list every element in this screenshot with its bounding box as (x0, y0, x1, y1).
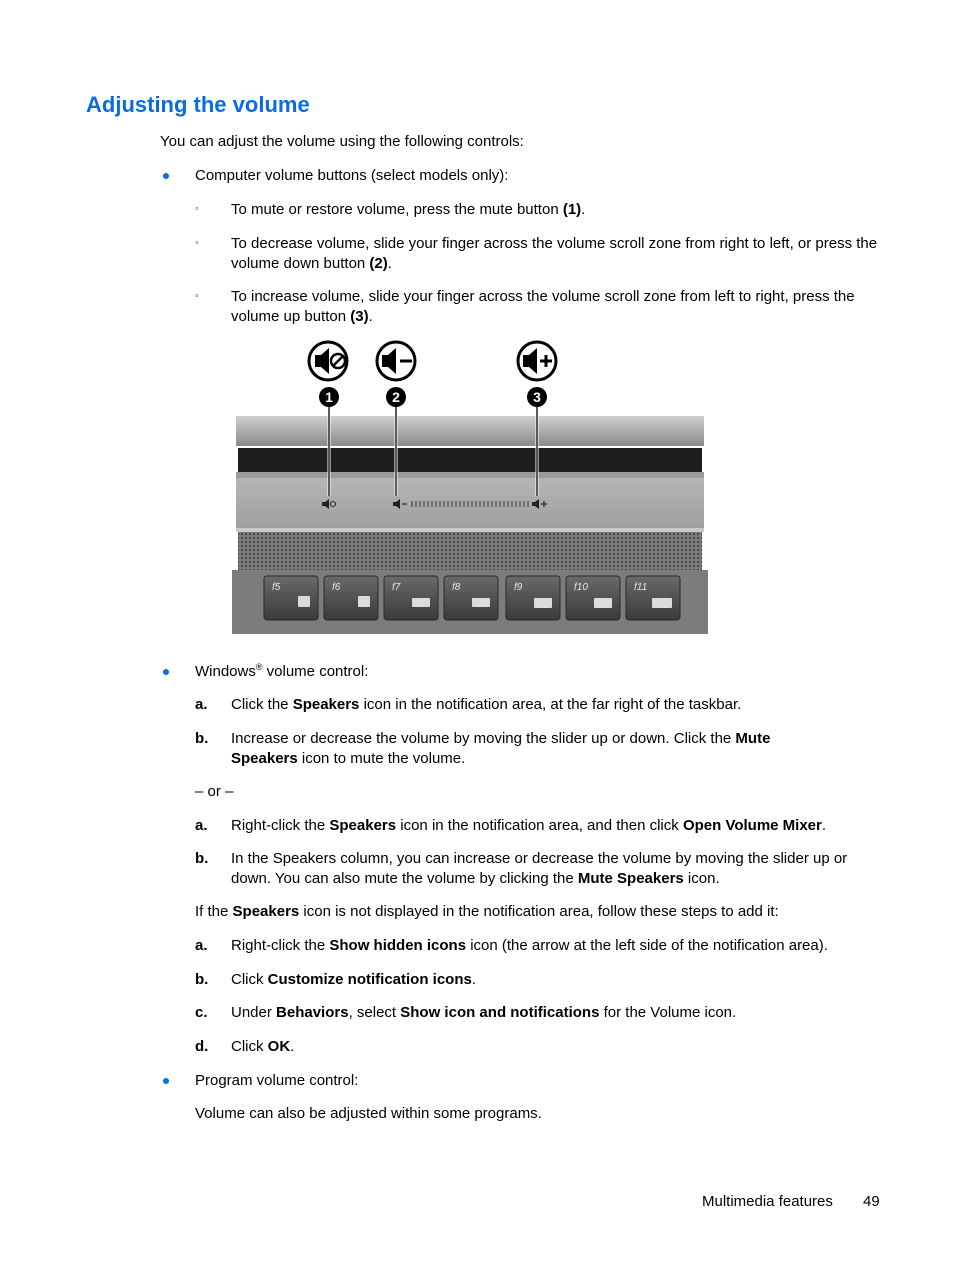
bullet-dot (163, 1078, 169, 1084)
sub-item-increase: To increase volume, slide your finger across the volume scroll zone from left to right, press the volume up button (3). (231, 288, 855, 325)
bullet3-text: Program volume control: (195, 1072, 359, 1089)
key-f9: f9 (514, 582, 523, 593)
step-label: d. (195, 1038, 209, 1055)
sub-item-mute: To mute or restore volume, press the mute button (1). (231, 201, 586, 218)
sub-bullet-marker: ◦ (195, 237, 199, 249)
step-label: a. (195, 937, 208, 954)
step-b2: In the Speakers column, you can increase or decrease the volume by moving the slider up or down. You can also mute the volume by clicking the Mute Speakers icon. (231, 850, 848, 887)
sub-bullet-marker: ◦ (195, 203, 199, 215)
sub-item-decrease: To decrease volume, slide your finger across the volume scroll zone from right to left, or press the volume down button (2). (231, 235, 878, 272)
step-a3: Right-click the Show hidden icons icon (the arrow at the left side of the notification area). (231, 937, 828, 954)
step-label: c. (195, 1004, 208, 1021)
step-label: b. (195, 971, 209, 988)
volume-down-button-icon (377, 342, 415, 380)
step-label: b. (195, 850, 209, 867)
footer-section: Multimedia features (702, 1193, 833, 1210)
bullet2-text: Windows® volume control: (195, 662, 369, 680)
step-b3: Click Customize notification icons. (231, 971, 477, 988)
speakers-note: If the Speakers icon is not displayed in the notification area, follow these steps to add it: (195, 903, 779, 920)
bullet1-text: Computer volume buttons (select models only): (195, 167, 509, 184)
bullet-dot (163, 173, 169, 179)
mute-button-icon (309, 342, 347, 380)
step-label: b. (195, 730, 209, 747)
key-f11: f11 (634, 582, 648, 593)
or-separator: – or – (195, 783, 234, 800)
volume-up-button-icon (518, 342, 556, 380)
step-a2: Right-click the Speakers icon in the notification area, and then click Open Volume Mixer. (231, 817, 827, 834)
intro-text: You can adjust the volume using the following controls: (160, 133, 524, 150)
function-key-row (264, 576, 680, 620)
callout-2-label: 2 (392, 389, 400, 405)
callout-1-label: 1 (325, 389, 333, 405)
key-f7: f7 (392, 582, 401, 593)
bullet-dot (163, 669, 169, 675)
step-d3: Click OK. (231, 1038, 295, 1055)
page-title: Adjusting the volume (86, 92, 310, 117)
sub-bullet-marker: ◦ (195, 290, 199, 302)
footer-page-number: 49 (863, 1193, 880, 1210)
step-c3: Under Behaviors, select Show icon and notifications for the Volume icon. (231, 1004, 737, 1021)
step-b1: Increase or decrease the volume by moving the slider up or down. Click the Mute Speakers icon to mute the volume. (231, 730, 771, 767)
key-f8: f8 (452, 582, 461, 593)
step-label: a. (195, 696, 208, 713)
step-a1: Click the Speakers icon in the notification area, at the far right of the taskbar. (231, 696, 742, 713)
key-f10: f10 (574, 582, 588, 593)
step-label: a. (195, 817, 208, 834)
volume-controls-photo (232, 336, 708, 640)
key-f5: f5 (272, 582, 281, 593)
bullet3-body: Volume can also be adjusted within some programs. (195, 1105, 542, 1122)
callout-3-label: 3 (533, 389, 541, 405)
key-f6: f6 (332, 582, 341, 593)
